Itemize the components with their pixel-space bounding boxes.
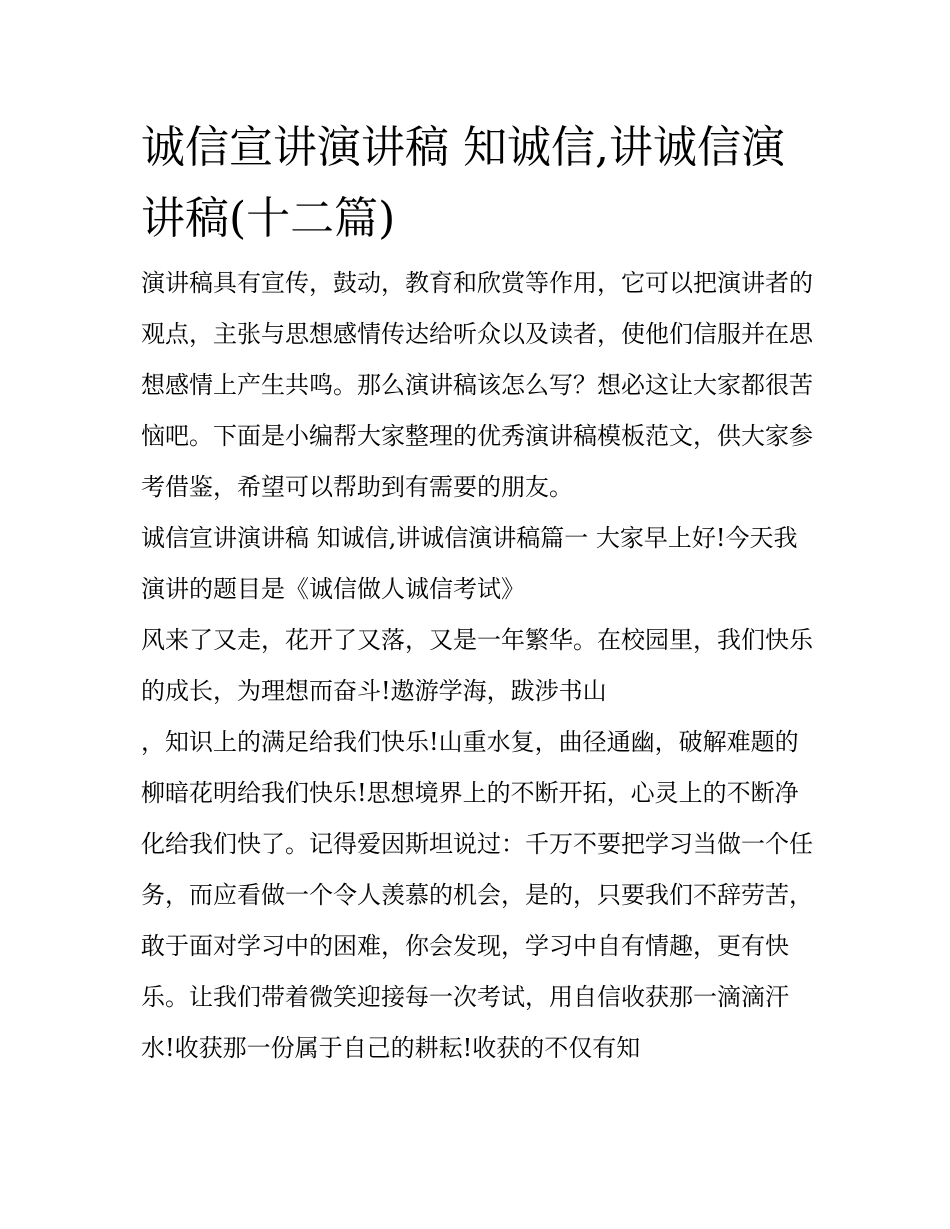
body-paragraph: 风来了又走，花开了又落，又是一年繁华。在校园里，我们快乐的成长，为理想而奋斗!遨游学海，跋涉书山 (141, 626, 813, 705)
speech-heading-paragraph: 诚信宣讲演讲稿 知诚信,讲诚信演讲稿篇一 大家早上好!今天我演讲的题目是《诚信做人诚信考试》 (141, 524, 798, 603)
document-title: 诚信宣讲演讲稿 知诚信,讲诚信演讲稿(十二篇) (141, 122, 785, 244)
document-body (141, 112, 813, 1074)
intro-paragraph: 演讲稿具有宣传，鼓动，教育和欣赏等作用，它可以把演讲者的观点，主张与思想感情传达给听众以及读者，使他们信服并在思想感情上产生共鸣。那么演讲稿该怎么写？想必这让大家都很苦恼吧。下面是小编帮大家整理的优秀演讲稿模板范文，供大家参考借鉴，希望可以帮助到有需要的朋友。 (141, 269, 813, 501)
body-paragraph: ，知识上的满足给我们快乐!山重水复，曲径通幽，破解难题的柳暗花明给我们快乐!思想境界上的不断开拓，心灵上的不断净化给我们快了。记得爱因斯坦说过：千万不要把学习当做一个任务，而应看做一个令人羡慕的机会，是的，只要我们不辞劳苦，敢于面对学习中的困难，你会发现，学习中自有情趣，更有快乐。让我们带着微笑迎接每一次考试，用自信收获那一滴滴汗水!收获那一份属于自己的耕耘!收获的不仅有知 (141, 728, 813, 1062)
